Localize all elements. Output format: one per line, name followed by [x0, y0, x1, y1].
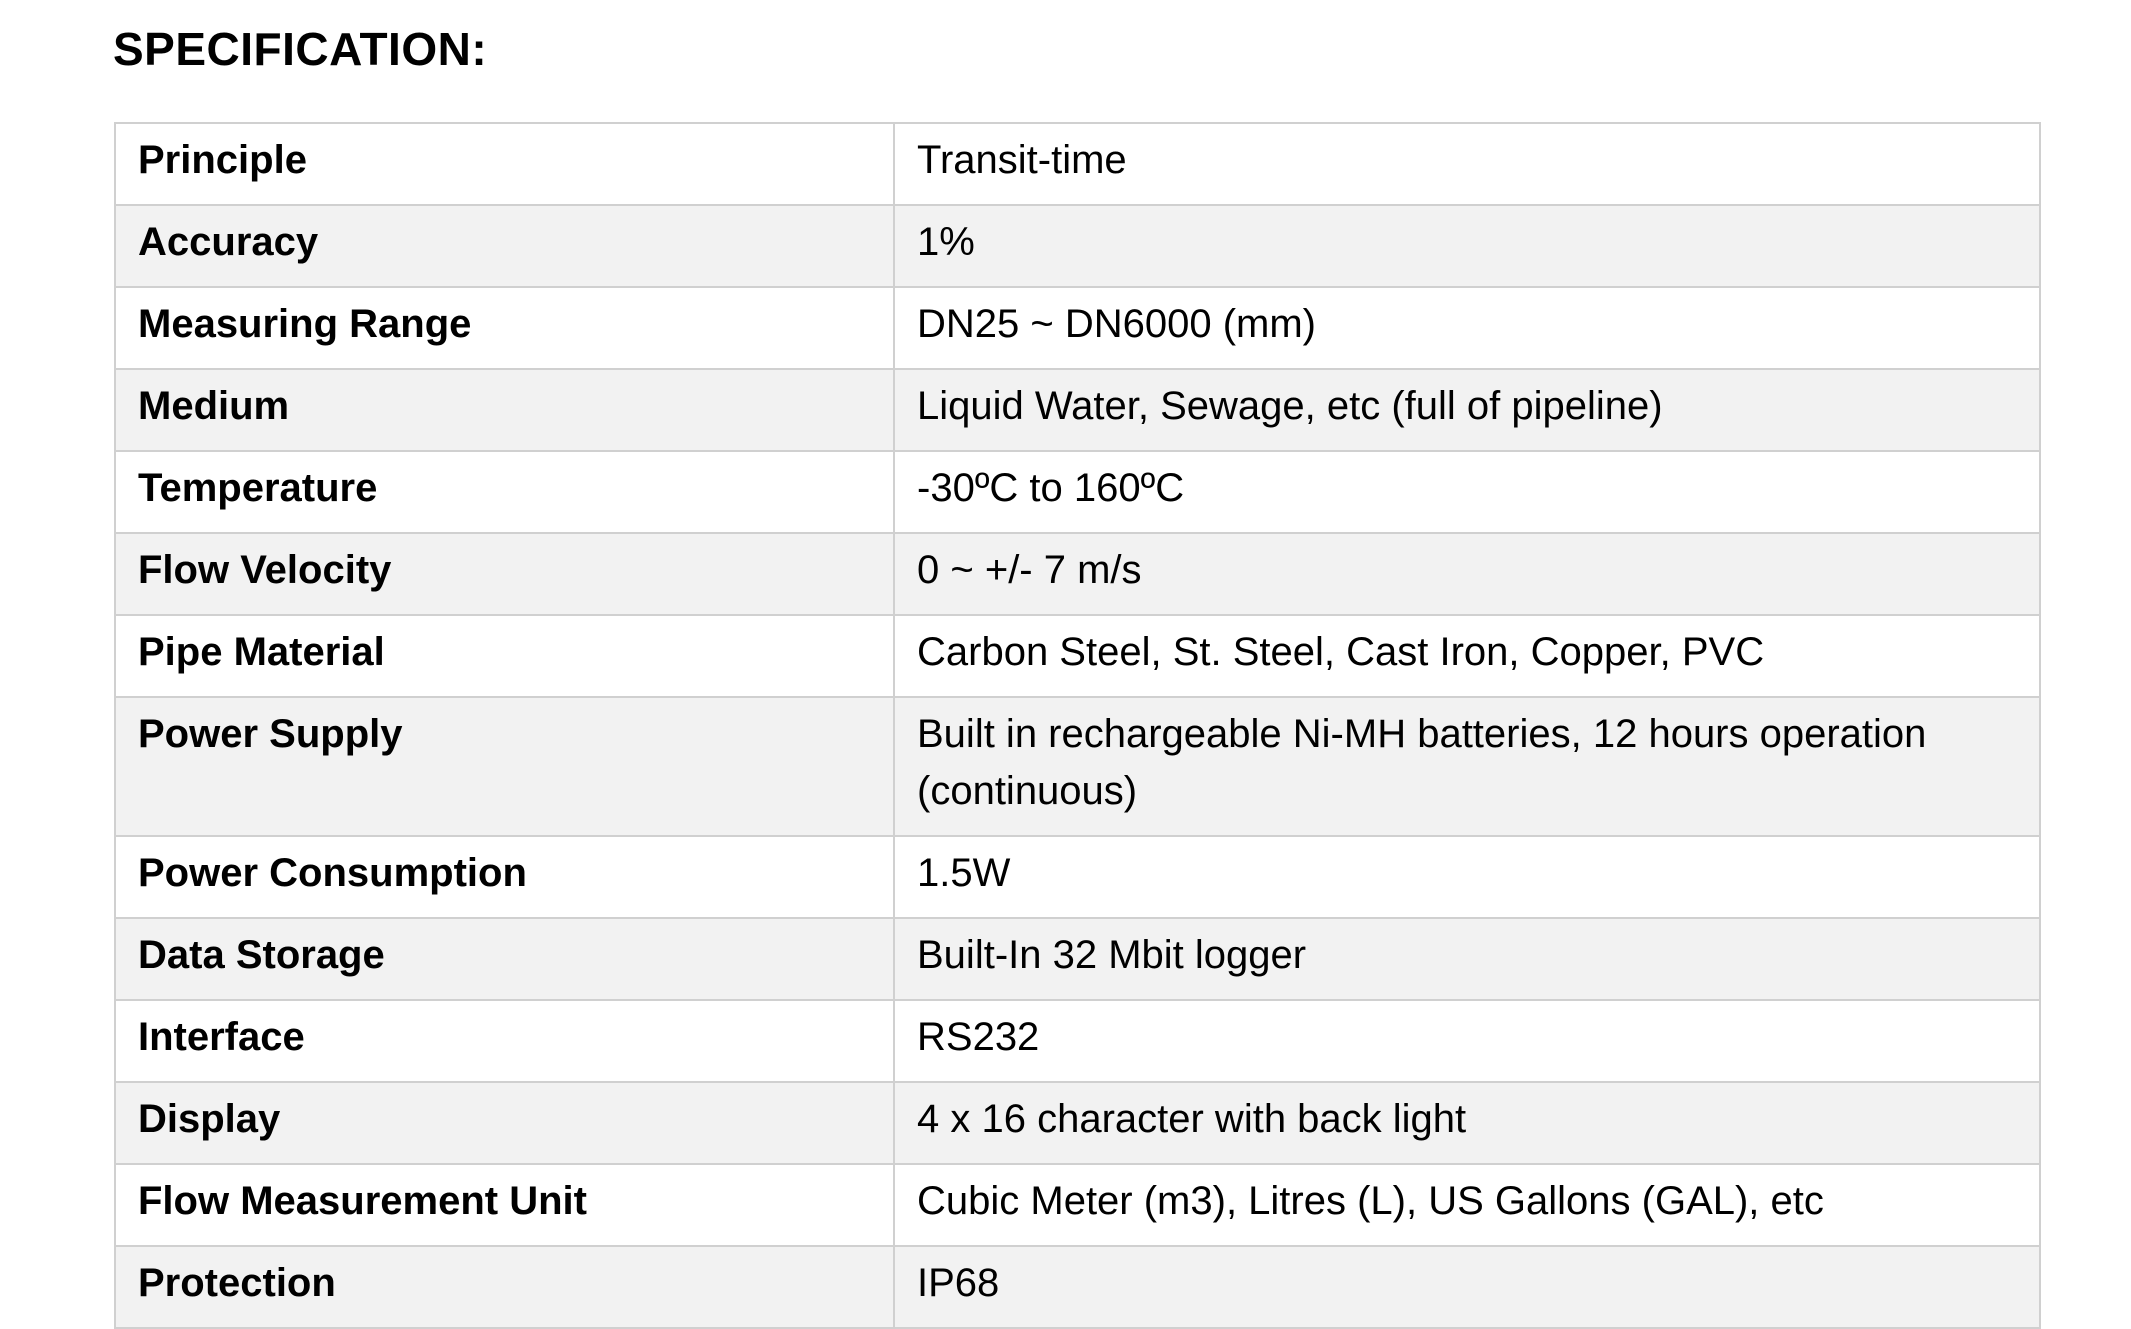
- page-title: SPECIFICATION:: [113, 23, 488, 75]
- spec-value: Carbon Steel, St. Steel, Cast Iron, Copper, PVC: [894, 615, 2040, 697]
- spec-label: Power Supply: [115, 697, 894, 836]
- spec-value: Cubic Meter (m3), Litres (L), US Gallons (GAL), etc: [894, 1164, 2040, 1246]
- spec-value: Built in rechargeable Ni-MH batteries, 12 hours operation (continuous): [894, 697, 2040, 836]
- spec-value: 1%: [894, 205, 2040, 287]
- table-row: [115, 1082, 2040, 1164]
- table-row: [115, 836, 2040, 918]
- table-row: [115, 287, 2040, 369]
- spec-label: Power Consumption: [115, 836, 894, 918]
- spec-value: Transit-time: [894, 123, 2040, 205]
- spec-value: DN25 ~ DN6000 (mm): [894, 287, 2040, 369]
- spec-label: Accuracy: [115, 205, 894, 287]
- table-row: [115, 123, 2040, 205]
- table-row: [115, 615, 2040, 697]
- table-row: [115, 1164, 2040, 1246]
- spec-label: Data Storage: [115, 918, 894, 1000]
- spec-label: Temperature: [115, 451, 894, 533]
- table-row: [115, 533, 2040, 615]
- spec-value: -30ºC to 160ºC: [894, 451, 2040, 533]
- table-row: [115, 205, 2040, 287]
- spec-label: Medium: [115, 369, 894, 451]
- spec-label: Flow Velocity: [115, 533, 894, 615]
- table-row: [115, 1000, 2040, 1082]
- table-row: [115, 369, 2040, 451]
- spec-value: Liquid Water, Sewage, etc (full of pipeline): [894, 369, 2040, 451]
- spec-value: 4 x 16 character with back light: [894, 1082, 2040, 1164]
- spec-label: Principle: [115, 123, 894, 205]
- spec-label: Pipe Material: [115, 615, 894, 697]
- spec-label: Measuring Range: [115, 287, 894, 369]
- spec-value: IP68: [894, 1246, 2040, 1328]
- table-row: [115, 697, 2040, 836]
- table-row: [115, 1246, 2040, 1328]
- spec-value: Built-In 32 Mbit logger: [894, 918, 2040, 1000]
- spec-label: Flow Measurement Unit: [115, 1164, 894, 1246]
- spec-value: 0 ~ +/- 7 m/s: [894, 533, 2040, 615]
- spec-label: Protection: [115, 1246, 894, 1328]
- spec-label: Interface: [115, 1000, 894, 1082]
- spec-value: RS232: [894, 1000, 2040, 1082]
- specification-table: [114, 122, 2041, 1329]
- spec-value: 1.5W: [894, 836, 2040, 918]
- spec-label: Display: [115, 1082, 894, 1164]
- table-row: [115, 918, 2040, 1000]
- table-row: [115, 451, 2040, 533]
